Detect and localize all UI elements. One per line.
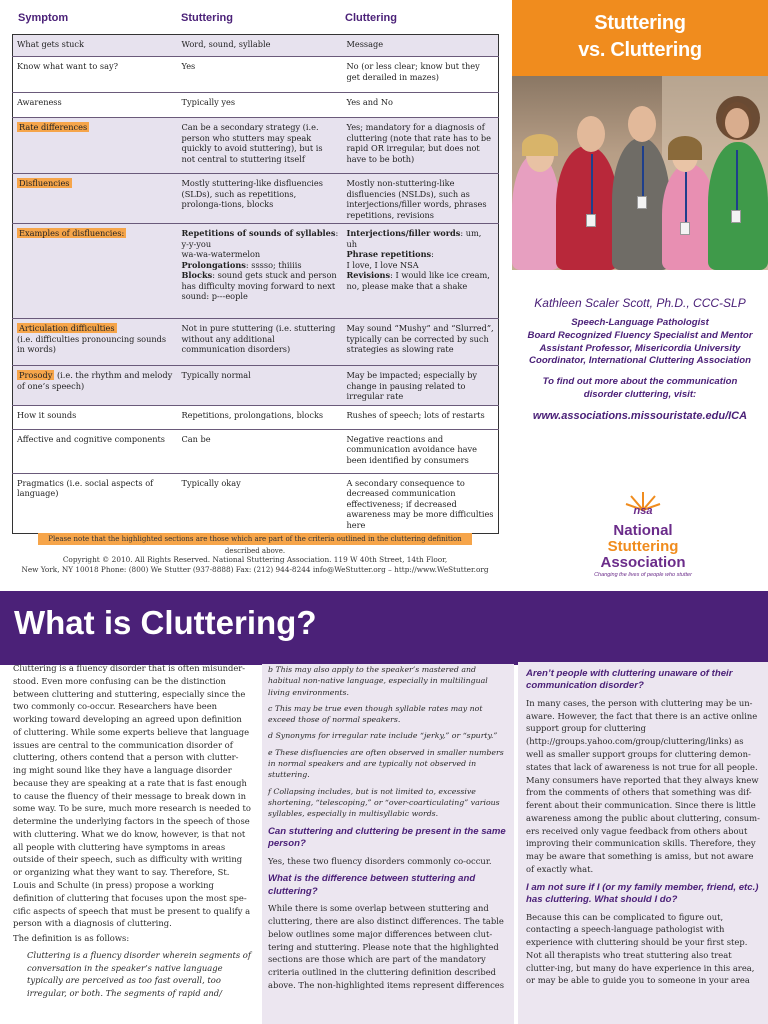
table-row (13, 57, 499, 93)
cell-cluttering: Yes and No (343, 93, 499, 118)
cell-symptom-highlighted: Articulation difficulties (19, 323, 115, 333)
group-photo (512, 76, 768, 270)
cell-stuttering: Word, sound, syllable (178, 35, 343, 57)
cell-stuttering: Repetitions, prolongations, blocks (178, 405, 343, 429)
header-cluttering: Cluttering (345, 12, 397, 24)
question-heading: Can stuttering and cluttering be present in the same person? (268, 825, 506, 850)
cell-cluttering: Rushes of speech; lots of restarts (343, 405, 499, 429)
footnote-d: d Synonyms for irregular rate include “jerky,” or “spurty.” (268, 731, 498, 741)
cell-stuttering-examples: Repetitions of sounds of syllables: y-y-you wa-wa-watermelon Prolongations: sssso; thiiiis Blocks: sound gets stuck and person has difficulty moving forward to next sound: p---eople (178, 224, 343, 319)
cell-symptom-extra: (i.e. difficulties pronouncing sounds in words) (17, 333, 167, 354)
answer-paragraph: Because this can be complicated to figure out, contacting a speech-language pathologist with experience with cluttering should be your first step. Not all therapists who treat stuttering also treat clutter-ing, but many do have experience in this area, or may be able to guide you to someone in your area (526, 911, 755, 986)
cell-stuttering: Typically yes (178, 93, 343, 118)
highlight-note: Please note that the highlighted sections are those which are part of the criteria outlined in the cluttering definition described above. (38, 533, 472, 545)
table-row (13, 224, 499, 319)
cell-cluttering: Yes; mandatory for a diagnosis of cluttering (note that rate has to be rapid OR irregular, but does not have to be both) (343, 118, 499, 174)
visit-text: To find out more about the communication disorder cluttering, visit: (542, 376, 738, 400)
cell-stuttering: Can be a secondary strategy (i.e. person who stutters may speak quickly to avoid stuttering), but is not central to stuttering itself (178, 118, 343, 174)
table-row (13, 174, 499, 224)
author-name: Kathleen Scaler Scott, Ph.D., CCC-SLP (534, 296, 746, 310)
copyright-notice: Copyright © 2010. All Rights Reserved. National Stuttering Association. 119 W 40th Street, 14th Floor, New York, NY 10018 Phone: (800) We Stutter (937-8888) Fax: (212) 944-8244 info@WeStutter.org – http://www.WeStutter.org (21, 555, 489, 574)
cell-stuttering: Can be (178, 429, 343, 473)
cell-symptom: How it sounds (13, 405, 178, 429)
comparison-table (12, 34, 499, 534)
section-title: What is Cluttering? (14, 604, 317, 641)
table-row (13, 366, 499, 406)
cell-symptom: Know what want to say? (13, 57, 178, 93)
nsa-sunburst-icon (623, 488, 663, 518)
cell-symptom-highlighted: Examples of disfluencies: (19, 228, 125, 238)
cell-cluttering: Mostly non-stuttering-like disfluencies (NSLDs), such as interjections/filler words, phrases repetitions, revisions (343, 174, 499, 224)
footnote-e: e These disfluencies are often observed in smaller numbers in normal speakers and are typically not observed in stuttering. (268, 747, 504, 780)
table-header-row (14, 8, 500, 32)
cell-cluttering: Message (343, 35, 499, 57)
website-link[interactable]: www.associations.missouristate.edu/ICA (532, 409, 748, 422)
comparison-table-panel (0, 0, 512, 590)
intro-paragraph: Cluttering is a fluency disorder that is often misunder-stood. Even more confusing can be the distinction between cluttering and stuttering, especially since the two commonly co-occur. Researchers have been working toward developing an agreed upon definition of cluttering. While some experts believe that language issues are central to the communication disorder of cluttering, others contend that a person with clutter-ing might sound like they have a language disorder because they are speaking at a rate that is fast enough to cause the fluency of their message to break down in some way. To be sure, much more research is needed to determine the underlying factors in the speech of those with cluttering. What we do know, however, is that not all people with cluttering have symptoms in areas outside of their speech, such as difficulty with writing or organizing what they want to say. Therefore, St. Louis and Schulte (in press) propose a working definition of cluttering that focuses upon the most spe-cific aspects of speech that must be present to qualify a person with a diagnosis of cluttering. (13, 663, 251, 929)
cell-symptom-extra: (i.e. the rhythm and melody of one’s speech) (17, 370, 173, 391)
footnote-b: b This may also apply to the speaker’s mastered and habitual non-native language, especially in multilingual living environments. (268, 665, 488, 697)
contact-info: Kathleen Scaler Scott, Ph.D., CCC-SLP Speech-Language Pathologist Board Recognized Fluency Specialist and Mentor Assistant Professor, Misericordia University Coordinator, International Cluttering Association To find out more about the communication disorder cluttering, visit: www.associations.missouristate.edu/ICA (512, 296, 768, 422)
cell-cluttering: A secondary consequence to decreased communication effectiveness; if decreased awareness may be more difficulties here (343, 473, 499, 534)
cell-stuttering: Not in pure stuttering (i.e. stuttering without any additional communication disorders) (178, 319, 343, 366)
answer-paragraph: Yes, these two fluency disorders commonly co-occur. (268, 855, 492, 866)
definition-intro: The definition is as follows: (13, 933, 130, 944)
table-row (13, 429, 499, 473)
cell-cluttering-examples: Interjections/filler words: um, uh Phrase repetitions: I love, I love NSA Revisions: I would like ice cream, no, please make that a shake (343, 224, 499, 319)
cell-stuttering: Typically okay (178, 473, 343, 534)
table-row (13, 405, 499, 429)
table-row (13, 35, 499, 57)
answer-paragraph: In many cases, the person with cluttering may be un-aware. However, the fact that there is an active online support group for cluttering (http://groups.yahoo.com/group/cluttering/links) as well as smaller support groups for cluttering demon-states that lack of awareness is not true for all people. Many consumers have reported that they always knew from the comments of others that something was dif-ferent about their communication. Since there is little awareness among the public about cluttering, consum-ers received only vague feedback from others about improving their communication skills. Therefore, they may be aware that something is amiss, but not aware of exactly what. (526, 697, 760, 874)
cell-cluttering: Negative reactions and communication avoidance have been identified by consumers (343, 429, 499, 473)
footnote-f: f Collapsing includes, but is not limited to, excessive shortening, “telescoping,” or “over-coarticulating” various syllables, especially in multisyllabic words. (268, 786, 500, 819)
cell-symptom-highlighted: Disfluencies (19, 178, 70, 188)
cell-stuttering: Yes (178, 57, 343, 93)
banner-title: Stuttering vs. Cluttering (578, 12, 702, 61)
answer-paragraph: While there is some overlap between stuttering and cluttering, there are also distinct differences. The table below outlines some major differences between clut-tering and stuttering. Please note that the highlighted sections are those which are part of the mandatory criteria outlined in the cluttering definition described above. The non-highlighted items represent differences (268, 903, 505, 990)
header-stuttering: Stuttering (181, 12, 233, 24)
header-symptom: Symptom (18, 12, 69, 24)
article-column-2 (262, 664, 514, 1024)
question-heading: Aren’t people with cluttering unaware of their communication disorder? (526, 668, 733, 692)
cell-symptom-highlighted: Rate differences (19, 122, 88, 132)
cell-stuttering: Mostly stuttering-like disfluencies (SLDs), such as repetitions, prolonga-tions, blocks (178, 174, 343, 224)
question-heading: What is the difference between stuttering and cluttering? (268, 873, 476, 897)
cell-cluttering: May sound “Mushy” and “Slurred”, typically can be corrected by such strategies as slowing rate (343, 319, 499, 366)
table-row (13, 118, 499, 174)
nsa-logo: nsa National Stuttering Association Changing the lives of people who stutter (588, 488, 698, 578)
cell-stuttering: Typically normal (178, 366, 343, 406)
article-column-3 (518, 662, 768, 1024)
table-row (13, 473, 499, 534)
article-column-1 (13, 662, 251, 1002)
cell-cluttering: No (or less clear; know but they get derailed in mazes) (343, 57, 499, 93)
cell-symptom: Affective and cognitive components (13, 429, 178, 473)
table-row (13, 93, 499, 118)
table-row (13, 319, 499, 366)
cell-symptom: What gets stuck (13, 35, 178, 57)
cell-symptom-highlighted: Prosody (19, 370, 53, 380)
definition-text: Cluttering is a fluency disorder wherein segments of conversation in the speaker’s native language typically are perceived as too fast overall, too irregular, or both. The segments of rapid and/ (27, 949, 251, 999)
footnote-c: c This may be true even though syllable rates may not exceed those of normal speakers. (268, 703, 483, 725)
svg-text:nsa: nsa (633, 505, 653, 517)
question-heading: I am not sure if I (or my family member, friend, etc.) has cluttering. What should I do? (526, 881, 759, 906)
cell-symptom: Pragmatics (i.e. social aspects of language) (13, 473, 178, 534)
cell-cluttering: May be impacted; especially by change in pausing related to irregular rate (343, 366, 499, 406)
cell-symptom: Awareness (13, 93, 178, 118)
